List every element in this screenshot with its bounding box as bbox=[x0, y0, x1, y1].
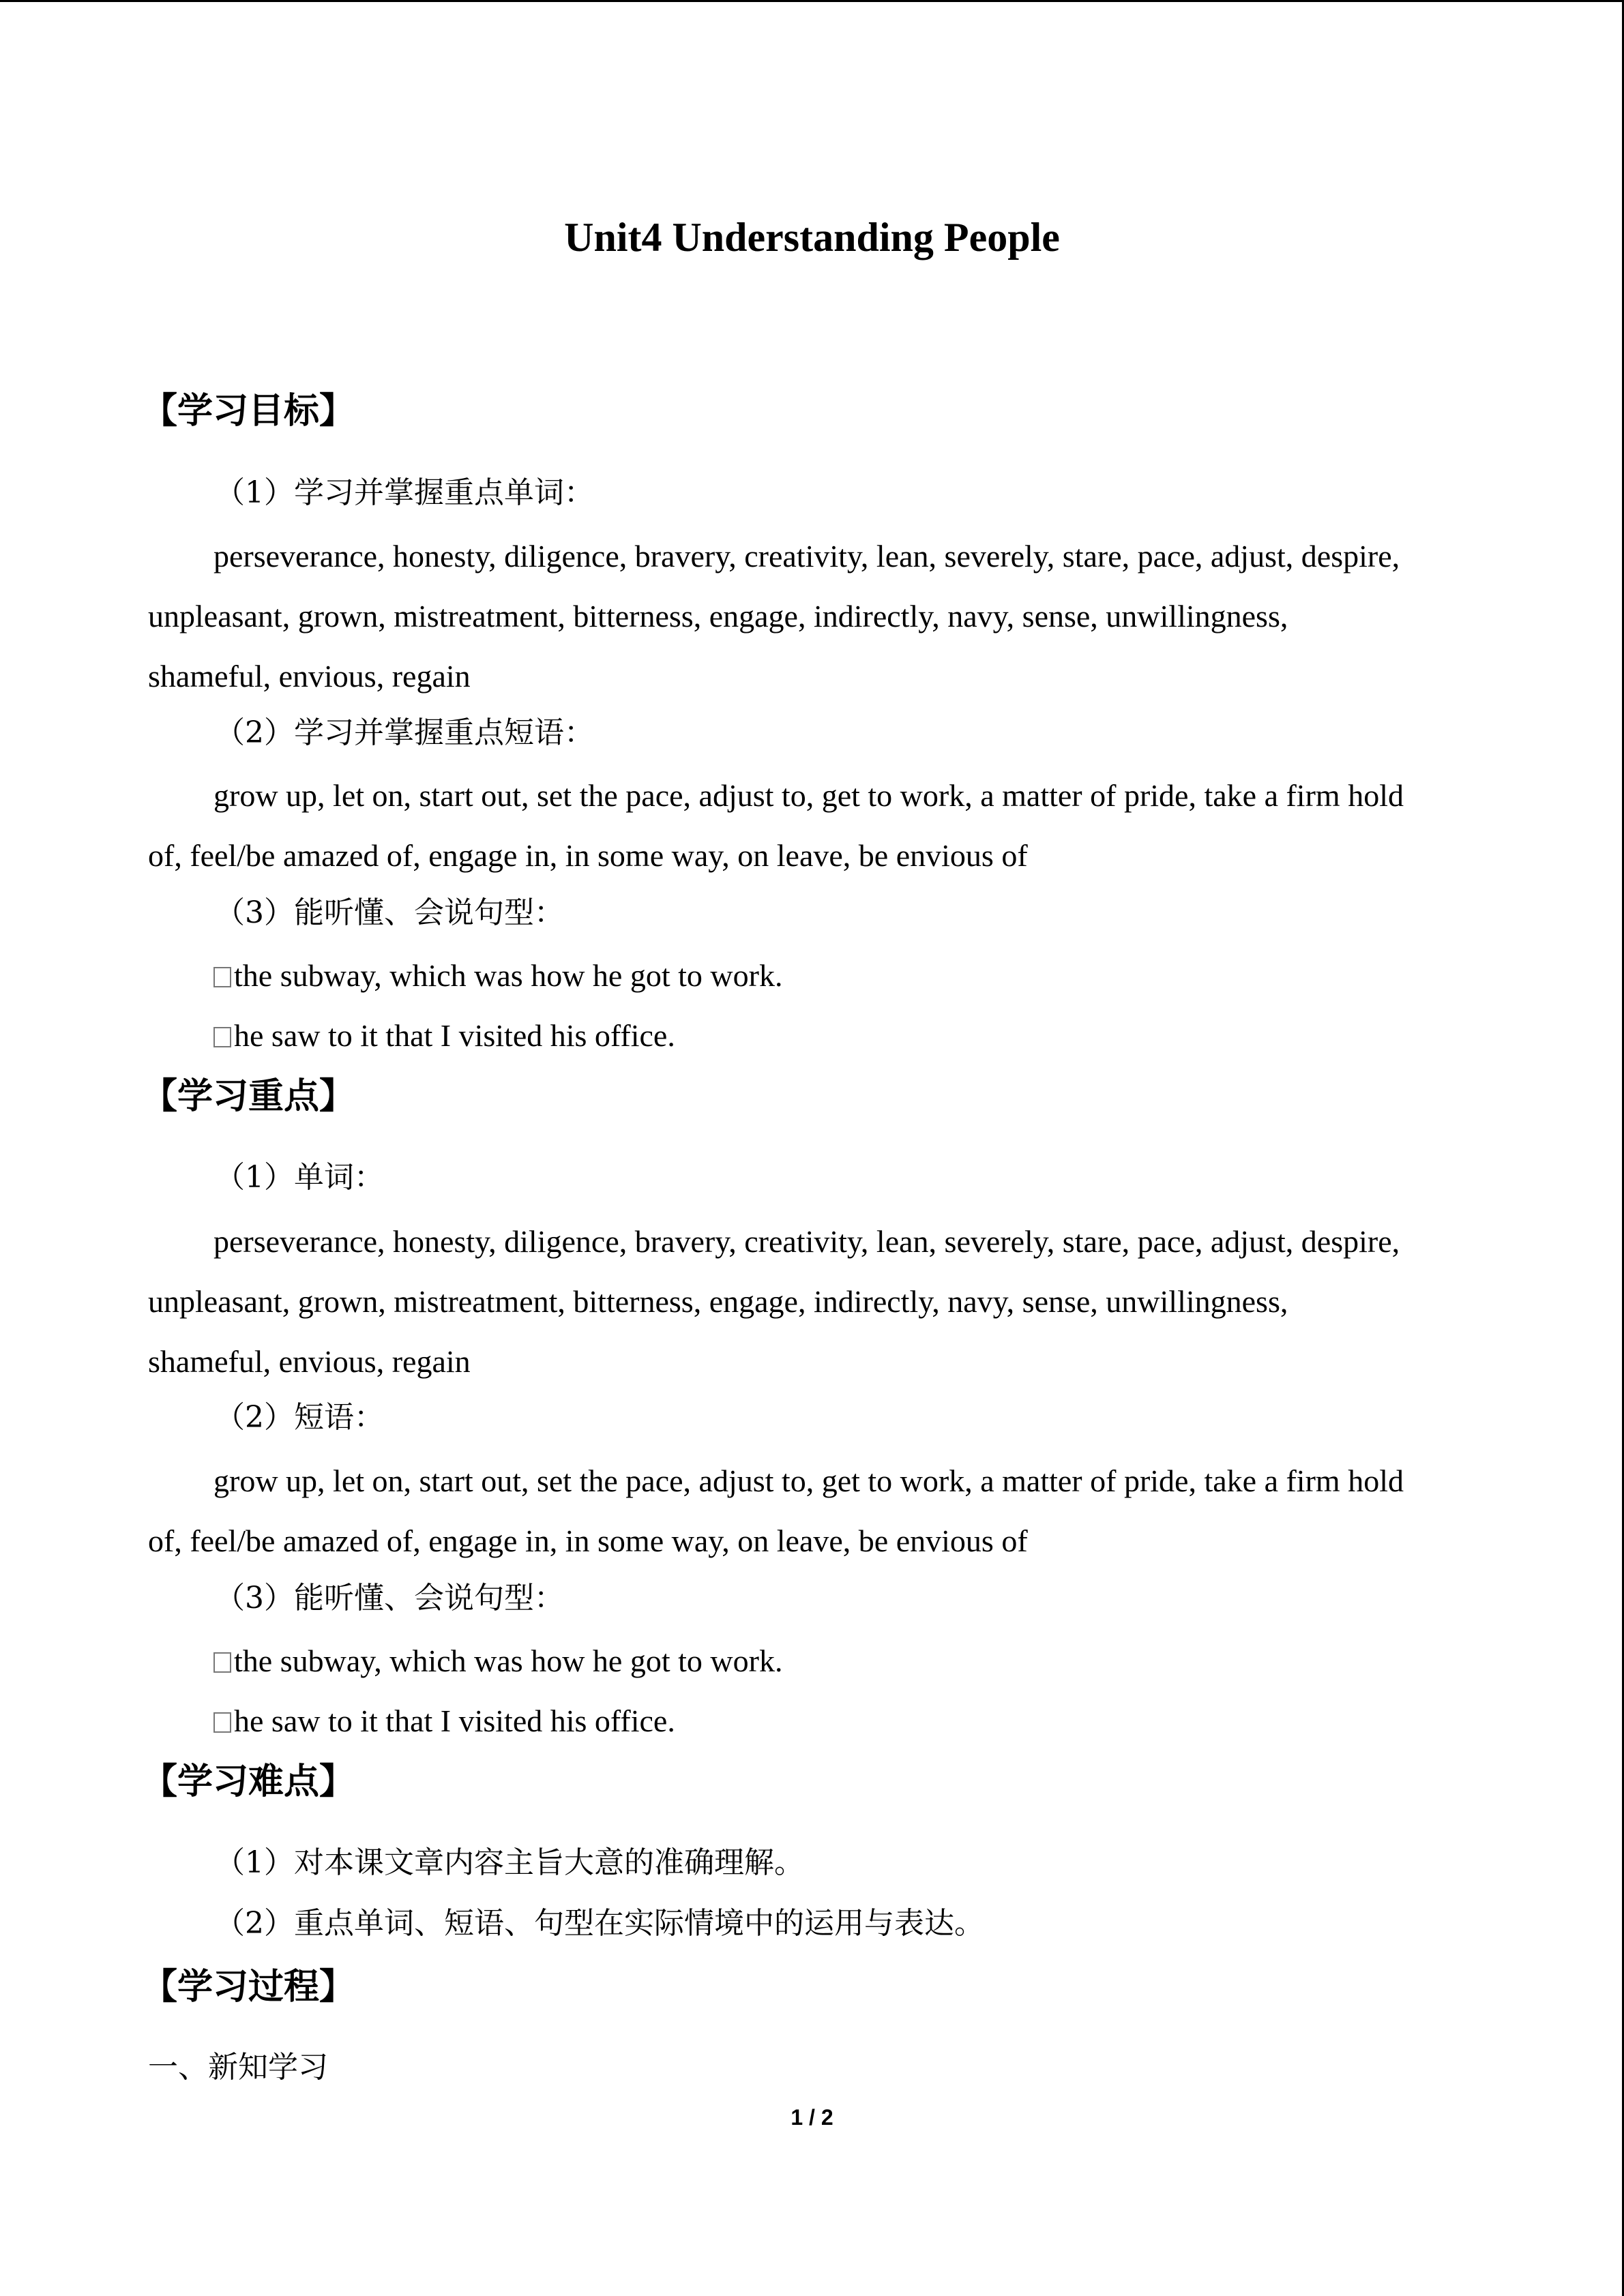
process-section1: 一、新知学习 bbox=[148, 2050, 328, 2085]
objectives-item2-label: （2）学习并掌握重点短语： bbox=[215, 715, 594, 750]
difficulties-item2: （2）重点单词、短语、句型在实际情境中的运用与表达。 bbox=[215, 1906, 984, 1941]
key-points-item3-label: （3）能听懂、会说句型： bbox=[215, 1581, 564, 1615]
difficulties-item1: （1）对本课文章内容主旨大意的准确理解。 bbox=[215, 1845, 804, 1880]
key-points-item2-label: （2）短语： bbox=[215, 1400, 384, 1435]
key-points-phrases-line2: of, feel/be amazed of, engage in, in some way, on leave, be envious of bbox=[148, 1523, 1028, 1558]
key-points-sentence2-text: he saw to it that I visited his office. bbox=[234, 1703, 675, 1738]
objectives-item3-label: （3）能听懂、会说句型： bbox=[215, 895, 564, 930]
key-points-sentence1 bbox=[213, 1641, 782, 1682]
key-points-heading: 【学习重点】 bbox=[142, 1076, 355, 1117]
objectives-sentence1-text: the subway, which was how he got to work. bbox=[234, 958, 783, 993]
objectives-sentence2-text: he saw to it that I visited his office. bbox=[234, 1018, 675, 1053]
objectives-sentence2 bbox=[213, 1015, 675, 1056]
key-points-words-line3: shameful, envious, regain bbox=[148, 1344, 471, 1379]
checkbox-placeholder-icon bbox=[213, 1712, 231, 1733]
page-number: 1 / 2 bbox=[791, 2105, 833, 2130]
objectives-heading: 【学习目标】 bbox=[142, 391, 355, 432]
objectives-words-line1: perseverance, honesty, diligence, bravery, creativity, lean, severely, stare, pace, adjust, despire, bbox=[213, 539, 1400, 573]
objectives-words-line2: unpleasant, grown, mistreatment, bitterness, engage, indirectly, navy, sense, unwillingness, bbox=[148, 599, 1288, 633]
checkbox-placeholder-icon bbox=[213, 967, 231, 987]
key-points-sentence1-text: the subway, which was how he got to work. bbox=[234, 1643, 783, 1678]
checkbox-placeholder-icon bbox=[213, 1027, 231, 1047]
checkbox-placeholder-icon bbox=[213, 1652, 231, 1673]
objectives-sentence1 bbox=[213, 955, 782, 996]
process-heading: 【学习过程】 bbox=[142, 1967, 355, 2008]
key-points-sentence2 bbox=[213, 1701, 675, 1742]
key-points-words-line1: perseverance, honesty, diligence, bravery, creativity, lean, severely, stare, pace, adjust, despire, bbox=[213, 1224, 1400, 1259]
objectives-phrases-line2: of, feel/be amazed of, engage in, in some way, on leave, be envious of bbox=[148, 838, 1028, 873]
key-points-phrases-line1: grow up, let on, start out, set the pace, adjust to, get to work, a matter of pride, take a firm hold bbox=[213, 1463, 1404, 1498]
key-points-words-line2: unpleasant, grown, mistreatment, bitterness, engage, indirectly, navy, sense, unwillingness, bbox=[148, 1284, 1288, 1319]
objectives-item1-label: （1）学习并掌握重点单词： bbox=[215, 475, 594, 510]
key-points-item1-label: （1）单词： bbox=[215, 1160, 384, 1195]
difficulties-heading: 【学习难点】 bbox=[142, 1761, 355, 1802]
document-title: Unit4 Understanding People bbox=[564, 215, 1060, 260]
objectives-words-line3: shameful, envious, regain bbox=[148, 659, 471, 694]
objectives-phrases-line1: grow up, let on, start out, set the pace, adjust to, get to work, a matter of pride, take a firm hold bbox=[213, 778, 1404, 813]
